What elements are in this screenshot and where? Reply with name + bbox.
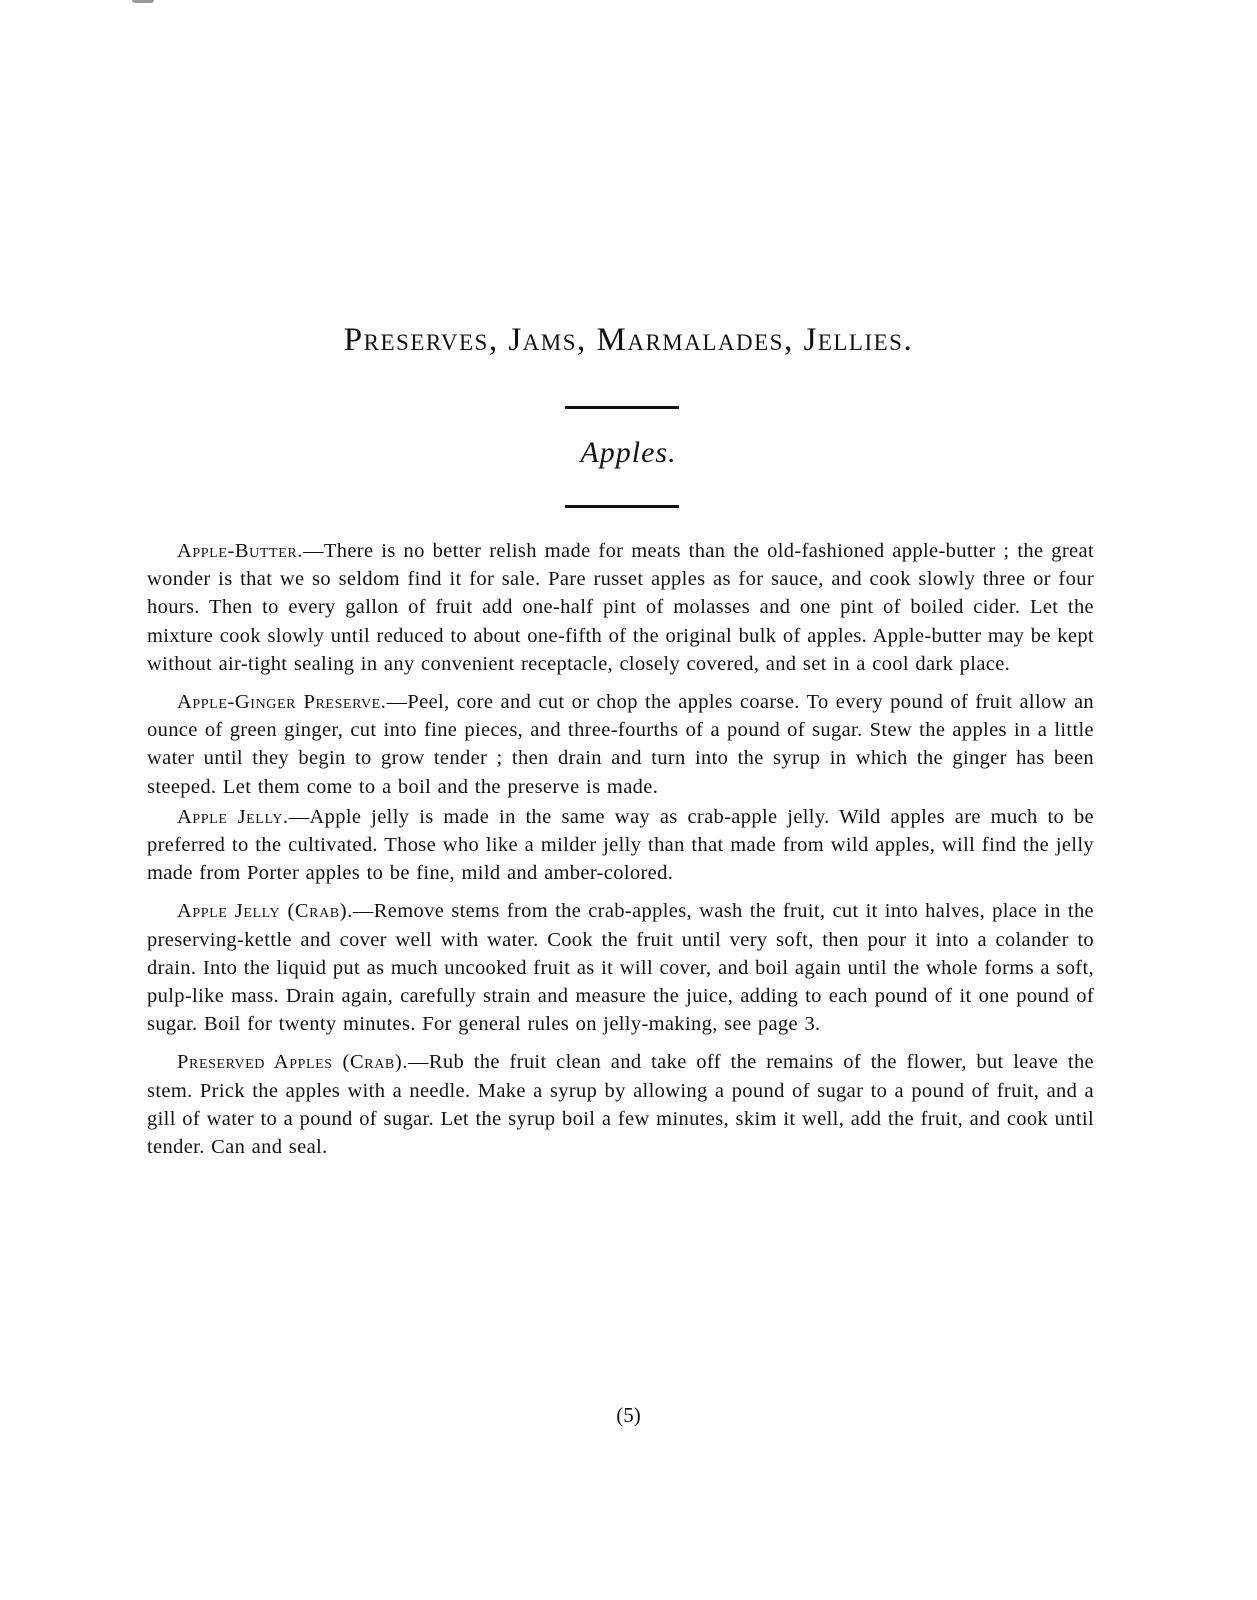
bottom-divider-rule <box>565 505 679 508</box>
recipe-title: Apple Jelly. <box>177 805 289 828</box>
recipe-title: Apple Jelly (Crab). <box>177 900 353 923</box>
recipe-text: —Apple jelly is made in the same way as crab-apple jelly. Wild apples are much to be preferred to the cultivated. Those who like a milder jelly than that made from wild apples, will find the jelly made from Porter apples to be fine, mild and amber-colored. <box>147 805 1094 885</box>
top-divider-rule <box>565 406 679 409</box>
recipes-body <box>147 537 1094 1171</box>
chapter-heading: Preserves, Jams, Marmalades, Jellies. <box>343 322 914 358</box>
recipe-apple-ginger-preserve <box>147 688 1094 801</box>
recipe-preserved-apples-crab <box>147 1048 1094 1161</box>
recipe-text: —There is no better relish made for meats than the old-fashioned apple-butter ; the great wonder is that we so seldom find it for sale. Pare russet apples as for sauce, and cook slowly three or four hours. Then to every gallon of fruit add one-half pint of molasses and one pint of boiled cider. Let the mixture cook slowly until reduced to about one-fifth of the original bulk of apples. Apple-butter may be kept without air-tight sealing in any convenient receptacle, closely covered, and set in a cool dark place. <box>147 540 1094 675</box>
recipe-text: —Rub the fruit clean and take off the remains of the flower, but leave the stem. Prick the apples with a needle. Make a syrup by allowing a pound of sugar to a pound of fruit, and a gill of water to a pound of sugar. Let the syrup boil a few minutes, skim it well, add the fruit, and cook until tender. Can and seal. <box>147 1051 1094 1159</box>
section-title: Apples. <box>580 436 677 469</box>
recipe-apple-butter <box>147 537 1094 678</box>
recipe-text: —Peel, core and cut or chop the apples coarse. To every pound of fruit allow an ounce of green ginger, cut into fine pieces, and three-fourths of a pound of sugar. Stew the apples in a little water until they begin to grow tender ; then drain and turn into the syrup in which the ginger has been steeped. Let them come to a boil and the preserve is made. <box>147 691 1094 798</box>
recipe-apple-jelly-crab <box>147 897 1094 1038</box>
page-number: (5) <box>616 1403 641 1427</box>
recipe-apple-jelly <box>147 803 1094 888</box>
recipe-text: —Remove stems from the crab-apples, wash the fruit, cut it into halves, place in the preserving-kettle and cover well with water. Cook the fruit until very soft, then pour it into a colander to drain. Into the liquid put as much uncooked fruit as it will cover, and boil again until the whole forms a soft, pulp-like mass. Drain again, carefully strain and measure the juice, adding to each pound of it one pound of sugar. Boil for twenty minutes. For general rules on jelly-making, see page 3. <box>147 900 1094 1036</box>
recipe-title: Apple-Ginger Preserve. <box>177 691 387 714</box>
scan-corner-mark <box>132 0 154 3</box>
recipe-title: Preserved Apples (Crab). <box>177 1051 408 1074</box>
recipe-title: Apple-Butter. <box>177 540 304 562</box>
